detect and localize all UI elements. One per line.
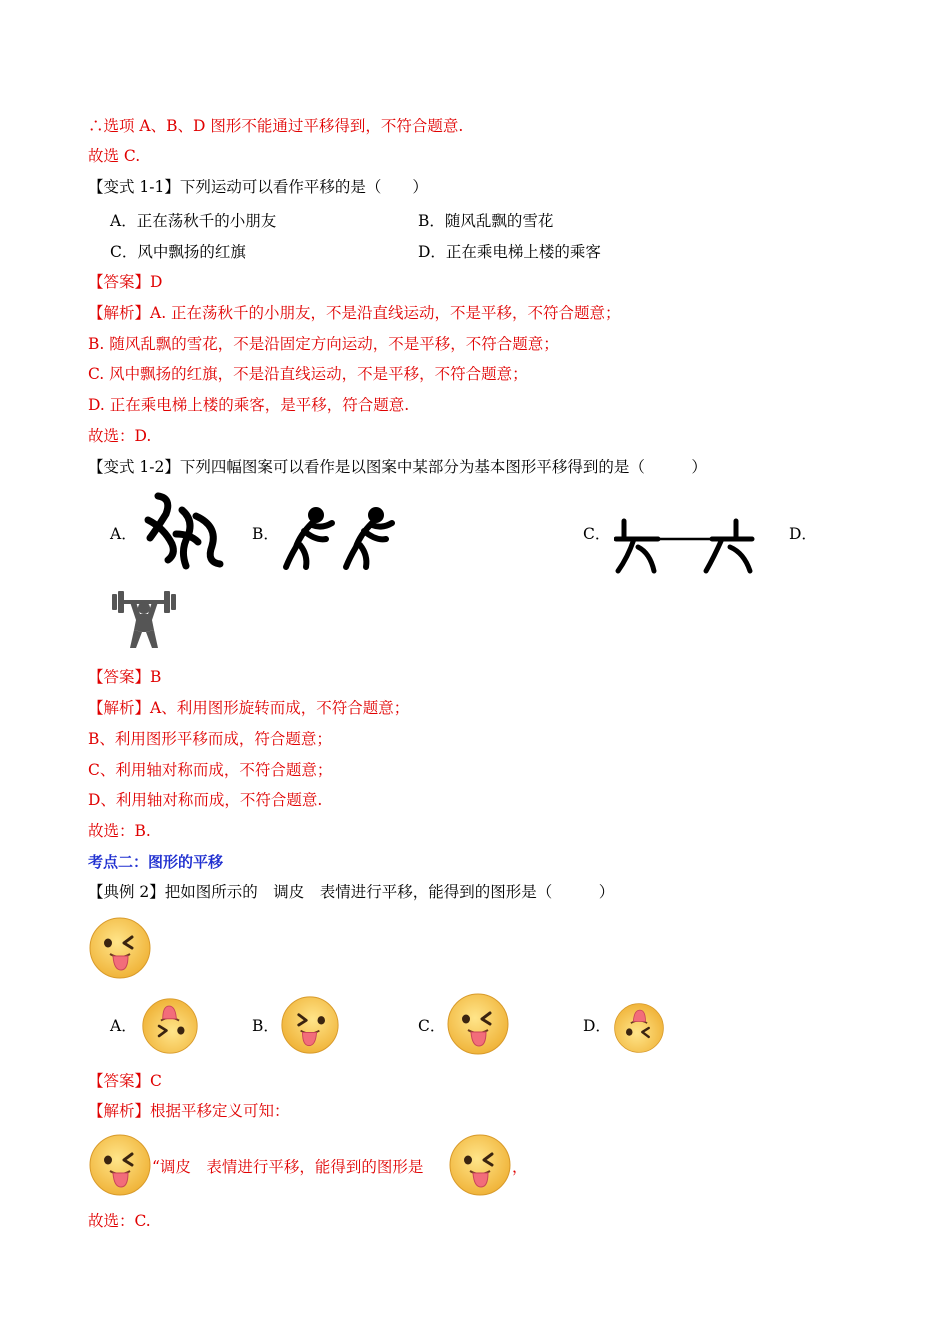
variant-1-1-option-a: A．正在荡秋千的小朋友 [110, 212, 277, 230]
example-2-label-d: D． [583, 1017, 611, 1035]
example-2-choose: 故选：C. [88, 1212, 151, 1230]
analysis-emoji-original-icon [88, 1133, 152, 1197]
naughty-emoji-icon [88, 916, 152, 980]
example-2-label-a: A． [110, 1017, 137, 1035]
figure-d-weightlifter [110, 588, 178, 650]
variant-1-2-analysis-d: D、利用轴对称而成，不符合题意. [88, 791, 323, 809]
figure-b-translated-pattern [282, 505, 404, 573]
variant-1-1-analysis-c: C. 风中飘扬的红旗，不是沿直线运动，不是平移，不符合题意； [88, 365, 528, 383]
variant-1-1-option-c: C．风中飘扬的红旗 [110, 243, 246, 261]
variant-1-2-analysis-a: 【解析】A、利用图形旋转而成，不符合题意； [88, 699, 410, 717]
variant-1-1-analysis-d: D. 正在乘电梯上楼的乘客，是平移，符合题意. [88, 396, 410, 414]
variant-1-1-option-d: D．正在乘电梯上楼的乘客 [418, 243, 601, 261]
variant-1-1-title: 【变式 1-1】下列运动可以看作平移的是（ ） [88, 178, 428, 196]
example-2-label-b: B． [252, 1017, 279, 1035]
option-d-emoji-icon [612, 1002, 666, 1054]
option-b-emoji-icon [279, 995, 341, 1055]
example-2-label-c: C． [418, 1017, 446, 1035]
option-a-emoji-icon [140, 997, 200, 1055]
example-2-analysis-text: “调皮 表情进行平移，能得到的图形是 [152, 1158, 424, 1176]
example-2-answer: 【答案】C [88, 1072, 162, 1090]
analysis-emoji-result-icon [448, 1133, 512, 1197]
example-2-analysis-head: 【解析】根据平移定义可知： [88, 1102, 290, 1120]
section-heading: 考点二：图形的平移 [88, 853, 224, 871]
variant-1-2-analysis-c: C、利用轴对称而成，不符合题意； [88, 761, 333, 779]
variant-1-1-answer: 【答案】D [88, 273, 163, 291]
figure-label-d: D． [789, 525, 817, 543]
variant-1-1-analysis-b: B. 随风乱飘的雪花，不是沿固定方向运动，不是平移，不符合题意； [88, 335, 559, 353]
variant-1-1-option-b: B．随风乱飘的雪花 [418, 212, 554, 230]
figure-a-rotated-pattern [142, 490, 226, 572]
variant-1-1-analysis-a: 【解析】A. 正在荡秋千的小朋友，不是沿直线运动，不是平移，不符合题意； [88, 304, 621, 322]
variant-1-2-analysis-b: B、利用图形平移而成，符合题意； [88, 730, 332, 748]
conclusion-text: ∴选项 A、B、D 图形不能通过平移得到，不符合题意. [88, 117, 464, 135]
figure-label-c: C． [583, 525, 611, 543]
example-2-analysis-tail: ， [512, 1158, 528, 1176]
figure-label-a: A． [110, 525, 137, 543]
example-2-title: 【典例 2】把如图所示的 调皮 表情进行平移，能得到的图形是（ ） [88, 883, 615, 901]
variant-1-2-answer: 【答案】B [88, 668, 162, 686]
figure-label-b: B． [252, 525, 279, 543]
variant-1-2-choose: 故选：B. [88, 822, 151, 840]
figure-c-symmetric-pattern [614, 517, 756, 575]
variant-1-2-title: 【变式 1-2】下列四幅图案可以看作是以图案中某部分为基本图形平移得到的是（ ） [88, 458, 707, 476]
variant-1-1-choose: 故选：D. [88, 427, 152, 445]
option-c-emoji-icon [446, 992, 510, 1056]
choose-c-text: 故选 C. [88, 147, 141, 165]
